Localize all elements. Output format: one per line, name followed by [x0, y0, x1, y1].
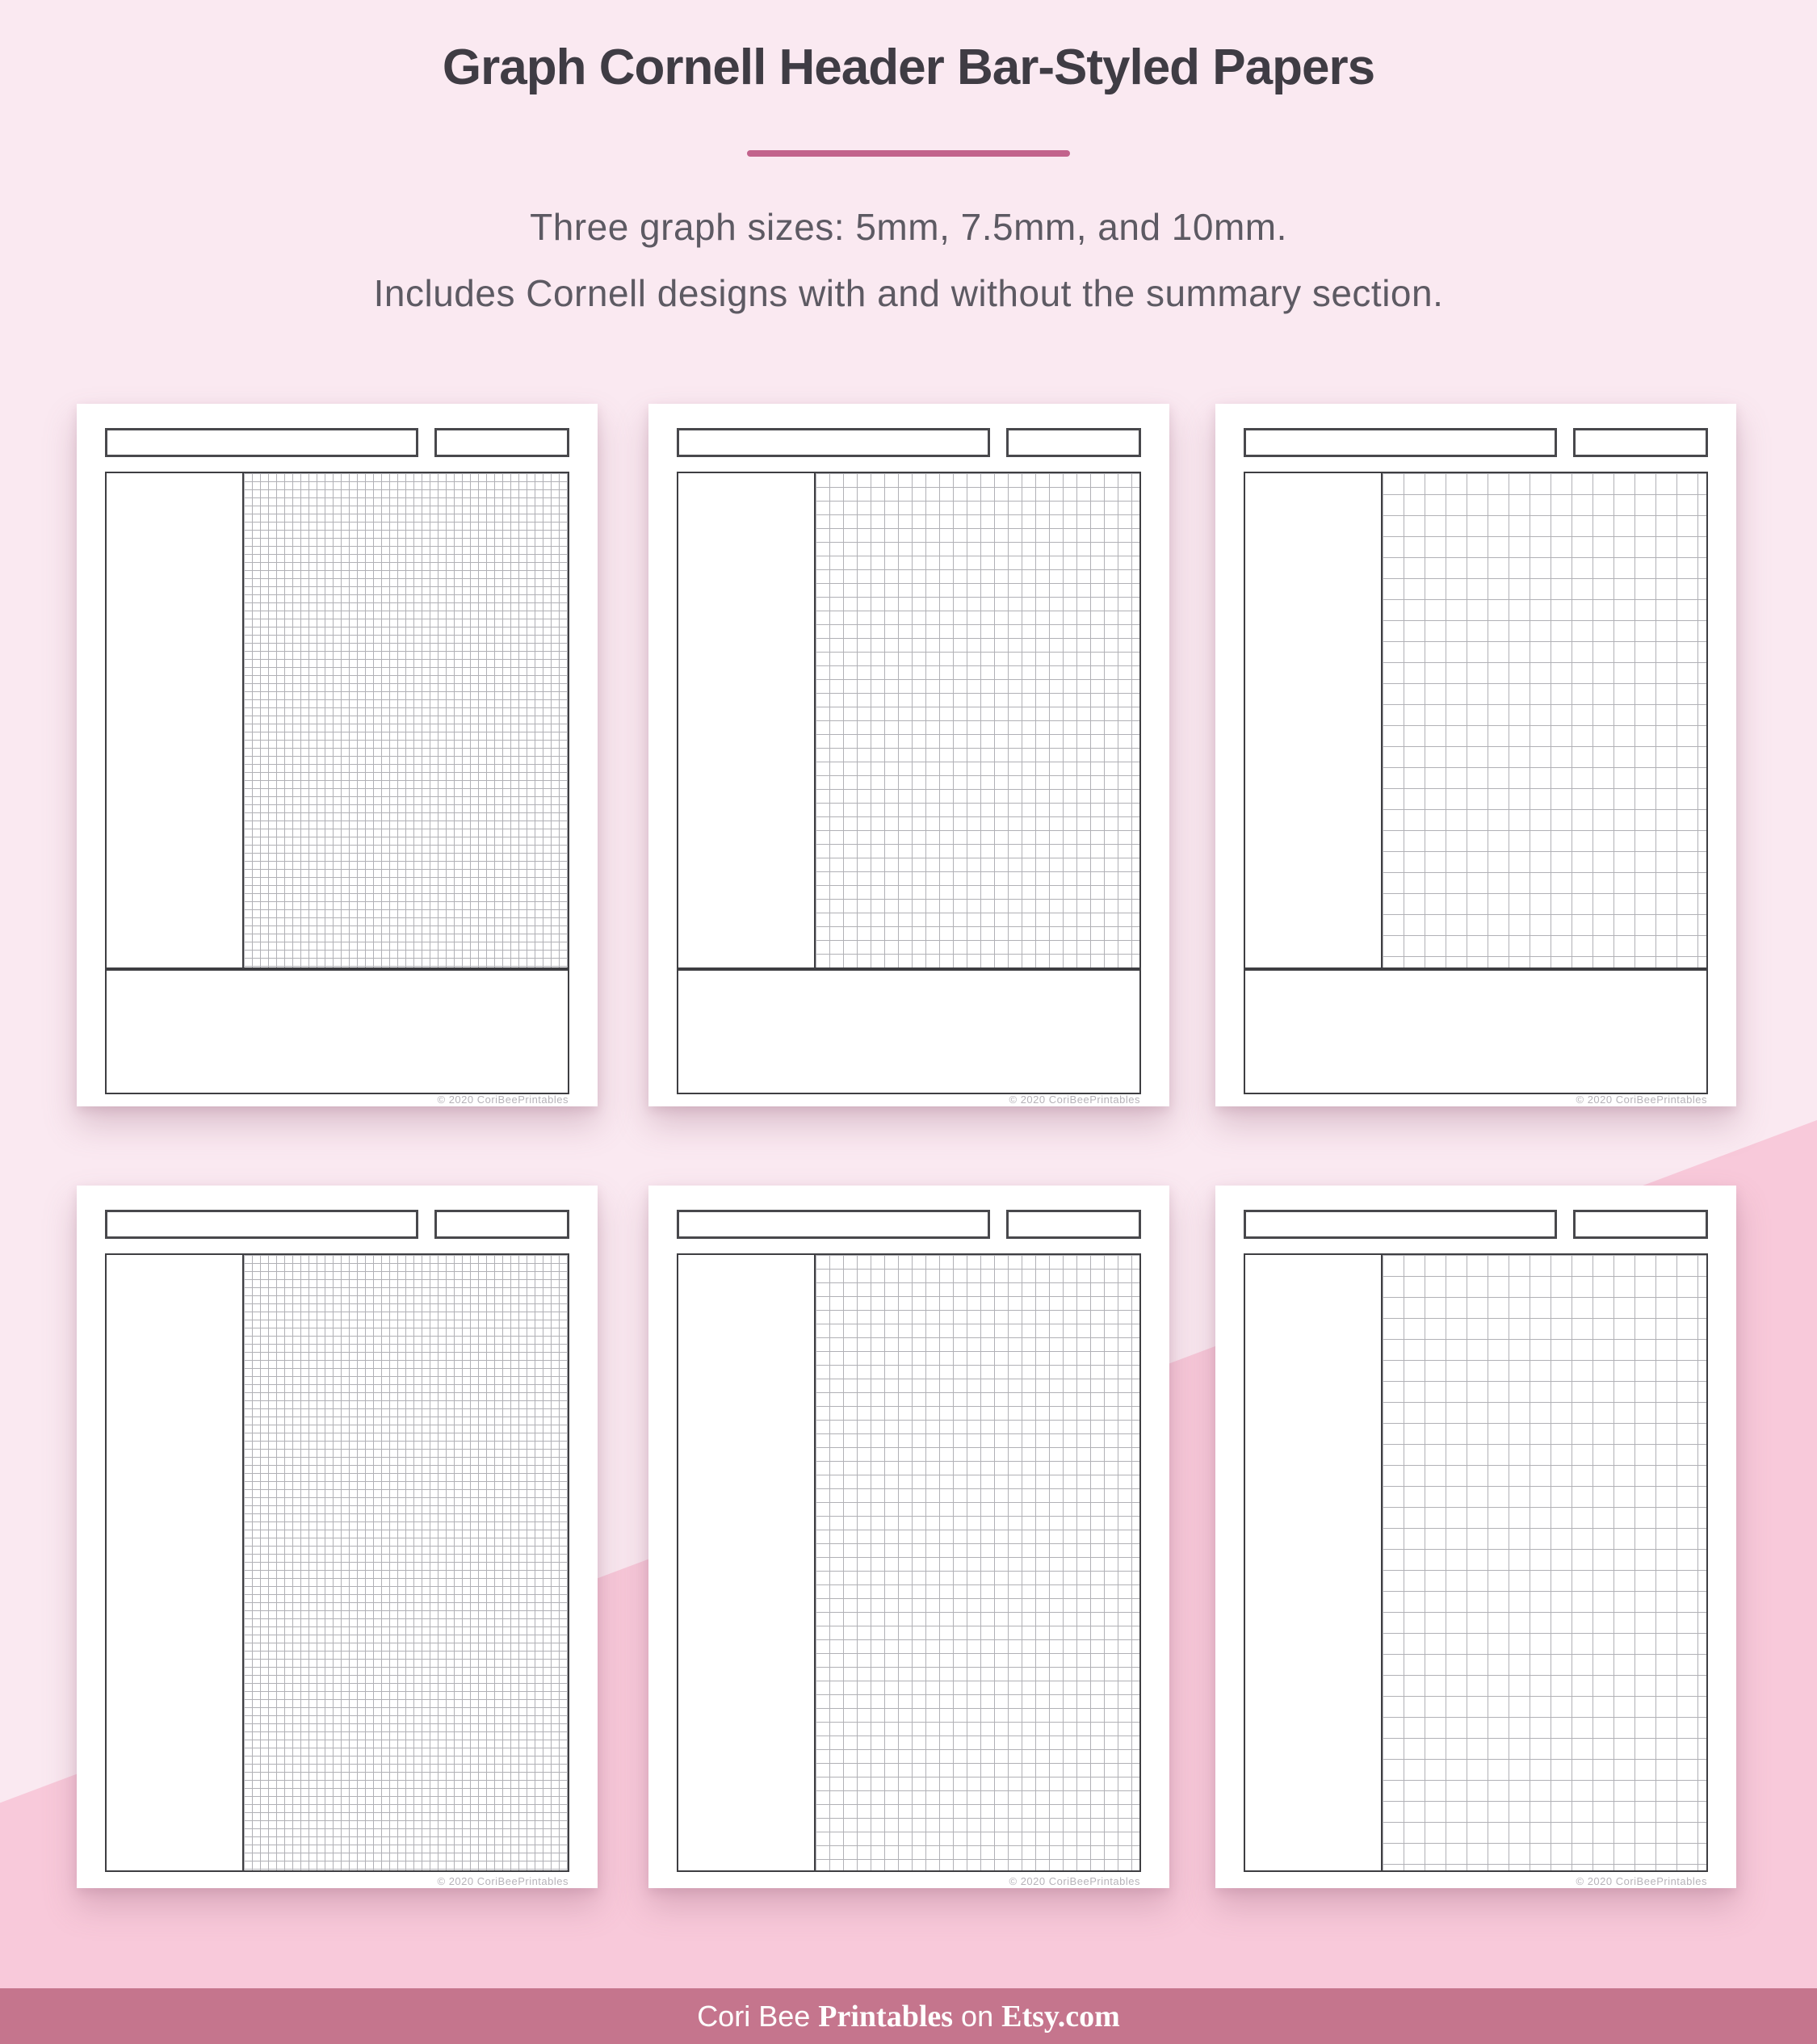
date-field-box	[1573, 428, 1708, 457]
footer-shop-name: Cori Bee	[697, 1999, 819, 2033]
paper-10mm-with-summary	[1215, 404, 1736, 1106]
footer-printables-label: Printables	[818, 1999, 954, 2034]
cornell-body	[1244, 472, 1708, 969]
date-field-box	[434, 1210, 569, 1239]
footer-etsy-link: Etsy.com	[1001, 1999, 1120, 2034]
copyright-text: © 2020 CoriBeePrintables	[437, 1093, 569, 1106]
date-field-box	[1006, 1210, 1141, 1239]
graph-grid-5mm	[244, 473, 568, 967]
date-field-box	[1573, 1210, 1708, 1239]
name-field-box	[677, 1210, 990, 1239]
paper-7-5mm-no-summary	[648, 1186, 1169, 1888]
graph-grid-10mm	[1383, 473, 1706, 967]
copyright-text: © 2020 CoriBeePrintables	[1009, 1093, 1140, 1106]
cornell-body	[677, 472, 1141, 969]
cue-column	[678, 473, 816, 967]
name-field-box	[105, 428, 418, 457]
graph-grid-7-5mm	[816, 473, 1139, 967]
cornell-body	[1244, 1253, 1708, 1872]
footer-bar	[0, 1988, 1817, 2044]
cue-column	[107, 473, 244, 967]
paper-5mm-no-summary	[77, 1186, 598, 1888]
page-title: Graph Cornell Header Bar-Styled Papers	[442, 40, 1375, 95]
copyright-text: © 2020 CoriBeePrintables	[437, 1875, 569, 1887]
summary-section	[1244, 969, 1708, 1094]
subtitle-line-1: Three graph sizes: 5mm, 7.5mm, and 10mm.	[530, 206, 1287, 248]
paper-10mm-no-summary	[1215, 1186, 1736, 1888]
cornell-body	[105, 1253, 569, 1872]
date-field-box	[1006, 428, 1141, 457]
copyright-text: © 2020 CoriBeePrintables	[1576, 1875, 1707, 1887]
name-field-box	[677, 428, 990, 457]
date-field-box	[434, 428, 569, 457]
name-field-box	[1244, 1210, 1557, 1239]
name-field-box	[105, 1210, 418, 1239]
cue-column	[1245, 1255, 1383, 1870]
cue-column	[678, 1255, 816, 1870]
name-field-box	[1244, 428, 1557, 457]
copyright-text: © 2020 CoriBeePrintables	[1576, 1093, 1707, 1106]
graph-grid-10mm	[1383, 1255, 1706, 1870]
copyright-text: © 2020 CoriBeePrintables	[1009, 1875, 1140, 1887]
summary-section	[105, 969, 569, 1094]
paper-7-5mm-with-summary	[648, 404, 1169, 1106]
title-underline-accent	[747, 150, 1070, 157]
cue-column	[1245, 473, 1383, 967]
subtitle-line-2: Includes Cornell designs with and without the summary section.	[373, 272, 1444, 314]
graph-grid-7-5mm	[816, 1255, 1139, 1870]
paper-5mm-with-summary	[77, 404, 598, 1106]
cornell-body	[105, 472, 569, 969]
graph-grid-5mm	[244, 1255, 568, 1870]
summary-section	[677, 969, 1141, 1094]
cornell-body	[677, 1253, 1141, 1872]
cue-column	[107, 1255, 244, 1870]
footer-on-label: on	[953, 1999, 1002, 2033]
